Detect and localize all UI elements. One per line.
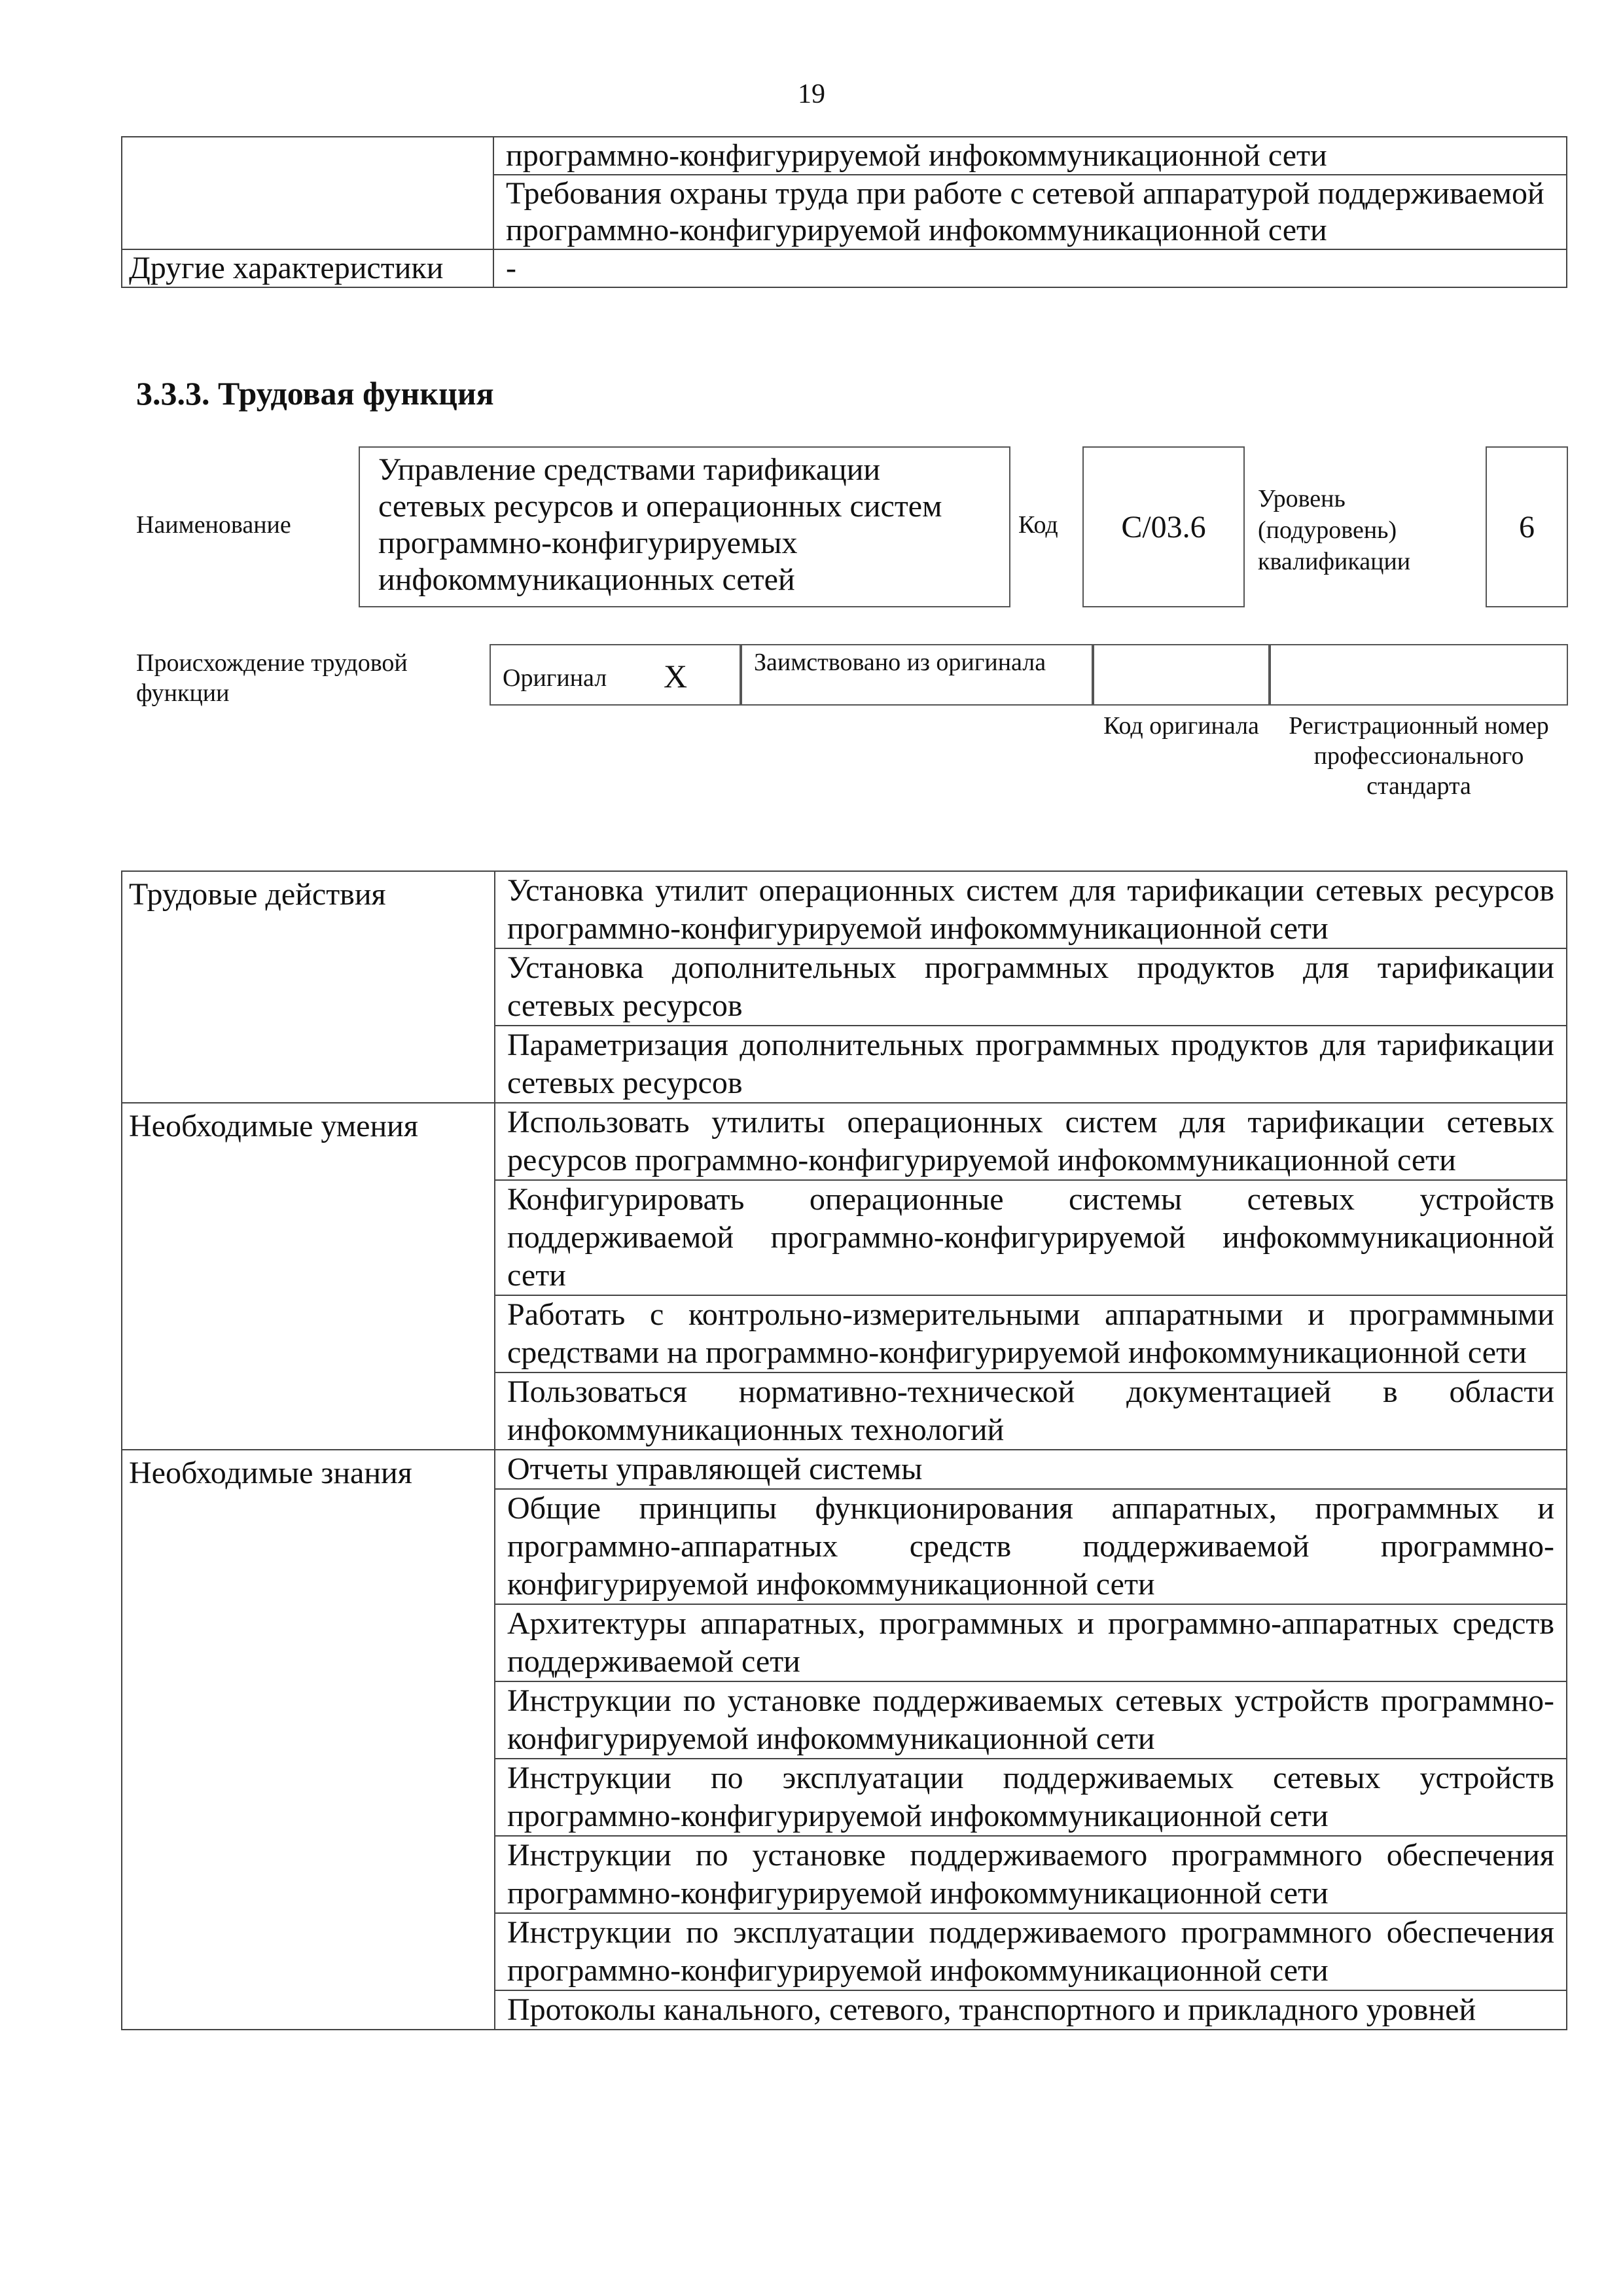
- original-code-caption: Код оригинала: [1103, 712, 1259, 740]
- original-cell: [490, 644, 741, 706]
- registration-number-caption: Регистрационный номер профессионального стандарта: [1289, 712, 1549, 800]
- knowledge-item: Протоколы канального, сетевого, транспортного и прикладного уровней: [495, 1990, 1567, 2030]
- skill-item: Работать с контрольно-измерительными аппаратными и программными средствами на программно-конфигурируемой инфокоммуникационной сети: [495, 1295, 1567, 1372]
- knowledge-item: Инструкции по установке поддерживаемого программного обеспечения программно-конфигурируемой инфокоммуникационной сети: [495, 1836, 1567, 1913]
- knowledge-item: Архитектуры аппаратных, программных и программно-аппаратных средств поддерживаемой сети: [495, 1604, 1567, 1681]
- knowledge-item: Инструкции по эксплуатации поддерживаемых сетевых устройств программно-конфигурируемой инфокоммуникационной сети: [495, 1759, 1567, 1836]
- knowledge-item: Общие принципы функционирования аппаратных, программных и программно-аппаратных средств поддерживаемой программно-конфигурируемой инфокоммуникационной сети: [495, 1489, 1567, 1604]
- labor-actions-label: Трудовые действия: [122, 871, 495, 1103]
- skill-item: Использовать утилиты операционных систем для тарификации сетевых ресурсов программно-конфигурируемой инфокоммуникационной сети: [495, 1103, 1567, 1180]
- knowledge-item: Отчеты управляющей системы: [495, 1450, 1567, 1489]
- original-label: Оригинал: [503, 664, 607, 692]
- skills-label: Необходимые умения: [122, 1103, 495, 1450]
- labor-action-item: Установка дополнительных программных продуктов для тарификации сетевых ресурсов: [495, 948, 1567, 1026]
- labor-action-item: Установка утилит операционных систем для тарификации сетевых ресурсов программно-конфигурируемой инфокоммуникационной сети: [495, 871, 1567, 948]
- name-label: Наименование: [136, 511, 291, 539]
- table-row: [122, 1103, 1567, 1180]
- table-row: [122, 871, 1567, 948]
- requirement-cell: программно-конфигурируемой инфокоммуникационной сети: [493, 137, 1567, 175]
- level-value-box: 6: [1486, 446, 1568, 607]
- registration-number-cell: [1270, 644, 1568, 706]
- function-code-box: С/03.6: [1082, 446, 1245, 607]
- function-name-box: Управление средствами тарификации сетевых ресурсов и операционных систем программно-конфигурируемых инфокоммуникационных сетей: [359, 446, 1010, 607]
- skill-item: Пользоваться нормативно-технической документацией в области инфокоммуникационных технологий: [495, 1372, 1567, 1450]
- level-label: Уровень (подуровень) квалификации: [1258, 485, 1411, 575]
- table-row: [122, 1450, 1567, 1489]
- code-label: Код: [1018, 511, 1058, 539]
- continuation-table: [121, 136, 1567, 288]
- skill-item: Конфигурировать операционные системы сетевых устройств поддерживаемой программно-конфигурируемой инфокоммуникационной сети: [495, 1180, 1567, 1295]
- other-characteristics-value: -: [493, 249, 1567, 287]
- requirement-cell: Требования охраны труда при работе с сетевой аппаратурой поддерживаемой программно-конфигурируемой инфокоммуникационной сети: [493, 175, 1567, 249]
- origin-label: Происхождение трудовой функции: [136, 649, 408, 707]
- borrowed-cell: Заимствовано из оригинала: [741, 644, 1093, 706]
- table-row: [122, 249, 1567, 287]
- category-cell: [122, 137, 493, 249]
- original-code-cell: [1093, 644, 1270, 706]
- page-number: 19: [798, 79, 825, 109]
- knowledge-label: Необходимые знания: [122, 1450, 495, 2030]
- table-row: [122, 137, 1567, 175]
- labor-function-table: [121, 870, 1567, 2030]
- section-heading: 3.3.3. Трудовая функция: [136, 375, 494, 412]
- knowledge-item: Инструкции по установке поддерживаемых сетевых устройств программно-конфигурируемой инфокоммуникационной сети: [495, 1681, 1567, 1759]
- other-characteristics-label: Другие характеристики: [122, 249, 493, 287]
- labor-action-item: Параметризация дополнительных программных продуктов для тарификации сетевых ресурсов: [495, 1026, 1567, 1103]
- original-mark: X: [664, 658, 688, 694]
- knowledge-item: Инструкции по эксплуатации поддерживаемого программного обеспечения программно-конфигурируемой инфокоммуникационной сети: [495, 1913, 1567, 1990]
